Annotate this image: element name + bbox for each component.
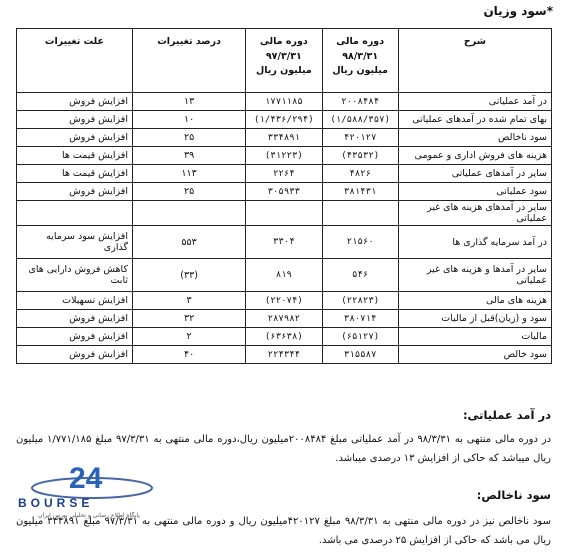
row-previous-value: ۳۰۵۹۳۳ [246,183,322,201]
row-change-reason: افزایش فروش [17,129,133,147]
row-description: مالیات [398,328,551,346]
table-row [17,93,552,111]
row-change-reason: افزایش فروش [17,346,133,364]
row-previous-value: ۳۳۴۸۹۱ [246,129,322,147]
row-change-reason: افزایش فروش [17,93,133,111]
row-current-value: (۱/۵۸۸/۳۵۷) [322,111,398,129]
row-percent-change: ۱۰ [132,111,245,129]
header-description: شرح [398,29,551,93]
row-change-reason: افزایش فروش [17,183,133,201]
row-previous-value: ۲۲۶۴ [246,165,322,183]
table-row [17,226,552,259]
table-row [17,310,552,328]
row-previous-value: (۶۳۶۳۸) [246,328,322,346]
row-description: هزینه های فروش اداری و عمومی [398,147,551,165]
row-change-reason: افزایش قیمت ها [17,165,133,183]
row-description: در آمد سرمایه گذاری ها [398,226,551,259]
row-description: سود عملیاتی [398,183,551,201]
table-row [17,111,552,129]
row-previous-value: ۸۱۹ [246,259,322,292]
row-percent-change: ۳۹ [132,147,245,165]
row-current-value: (۲۲۸۲۳) [322,292,398,310]
row-change-reason: افزایش قیمت ها [17,147,133,165]
row-previous-value: (۱/۴۳۶/۲۹۴) [246,111,322,129]
row-current-value: (۶۵۱۲۷) [322,328,398,346]
row-description: سایر در آمدها و هزینه های غیر عملیاتی [398,259,551,292]
row-percent-change: ۱۳ [132,93,245,111]
row-previous-value: ۳۳۰۴ [246,226,322,259]
row-percent-change [132,201,245,226]
row-percent-change: ۵۵۳ [132,226,245,259]
row-current-value: ۴۲۰۱۲۷ [322,129,398,147]
row-change-reason [17,201,133,226]
row-description: بهای تمام شده در آمدهای عملیاتی [398,111,551,129]
table-row [17,165,552,183]
row-previous-value: (۲۲۰۷۴) [246,292,322,310]
row-change-reason: افزایش فروش [17,310,133,328]
section-heading-operating-revenue: در آمد عملیاتی: [462,408,551,422]
row-current-value [322,201,398,226]
logo-text: BOURSE [18,496,94,510]
table-row [17,346,552,364]
header-change-reason: علت تغییرات [17,29,133,93]
row-change-reason: افزایش فروش [17,328,133,346]
row-previous-value: ۲۸۷۹۸۲ [246,310,322,328]
section-text-gross-profit: سود ناخالص نیز در دوره مالی منتهی به ۹۸/۳/۳۱ مبلغ ۴۲۰۱۲۷میلیون ریال و دوره مالی منتهی به ۹۷/۳/۳۱ مبلغ ۳۳۴۸۹۱ میلیون ریال می باشد که حاکی از افزایش ۲۵ درصدی می باشد. [16,516,551,546]
row-percent-change: ۳ [132,292,245,310]
section-heading-gross-profit: سود ناخالص: [476,488,551,502]
logo-subtitle: پایگاه اطلاع رسانی و تحلیلی بورس ایران [38,512,140,519]
row-description: سایر در آمدهای عملیاتی [398,165,551,183]
table-row [17,129,552,147]
header-previous-period: دوره مالی ۹۷/۳/۳۱ میلیون ریال [246,29,322,93]
row-previous-value: ۱۷۷۱۱۸۵ [246,93,322,111]
row-description: سود و (زیان)قبل از مالیات [398,310,551,328]
table-row [17,147,552,165]
table-header-row [17,29,552,93]
row-percent-change: ۴۰ [132,346,245,364]
row-percent-change: ۲۵ [132,183,245,201]
row-percent-change: ۳۲ [132,310,245,328]
row-description: در آمد عملیاتی [398,93,551,111]
row-current-value: ۳۱۵۵۸۷ [322,346,398,364]
row-current-value: ۲۰۰۸۴۸۴ [322,93,398,111]
row-current-value: (۴۳۵۳۲) [322,147,398,165]
row-current-value: ۳۸۱۴۳۱ [322,183,398,201]
row-percent-change: (۳۳) [132,259,245,292]
section-text-operating-revenue: در دوره مالی منتهی به ۹۸/۳/۳۱ در آمد عملیاتی مبلغ ۲۰۰۸۴۸۴میلیون ریال،دوره مالی منتهی به ۹۷/۳/۳۱ مبلغ ۱/۷۷۱/۱۸۵ میلیون ریال میباشد که حاکی از افزایش ۱۳ درصدی میباشد. [16,434,552,464]
row-percent-change: ۱۱۳ [132,165,245,183]
table-row [17,259,552,292]
row-description: سود خالص [398,346,551,364]
row-current-value: ۳۸۰۷۱۴ [322,310,398,328]
table-row [17,292,552,310]
table-row [17,328,552,346]
row-percent-change: ۲ [132,328,245,346]
row-description: سود ناخالص [398,129,551,147]
logo-number: 24 [69,462,103,495]
row-change-reason: افزایش سود سرمایه گذاری [17,226,133,259]
row-description: هزینه های مالی [398,292,551,310]
profit-loss-table [16,28,552,364]
row-previous-value: (۳۱۲۲۳) [246,147,322,165]
row-current-value: ۴۸۲۶ [322,165,398,183]
row-description: سایر در آمدهای هزینه های غیر عملیاتی [398,201,551,226]
row-current-value: ۵۴۶ [322,259,398,292]
row-change-reason: افزایش فروش [17,111,133,129]
table-row [17,201,552,226]
row-change-reason: افزایش تسهیلات [17,292,133,310]
row-current-value: ۲۱۵۶۰ [322,226,398,259]
row-previous-value: ۲۲۴۳۴۴ [246,346,322,364]
page-title: *سود وزیان [483,4,553,18]
row-change-reason: کاهش فروش دارایی های ثابت [17,259,133,292]
row-previous-value [246,201,322,226]
header-current-period: دوره مالی ۹۸/۳/۳۱ میلیون ریال [322,29,398,93]
header-percent-change: درصد تغییرات [132,29,245,93]
table-row [17,183,552,201]
row-percent-change: ۲۵ [132,129,245,147]
